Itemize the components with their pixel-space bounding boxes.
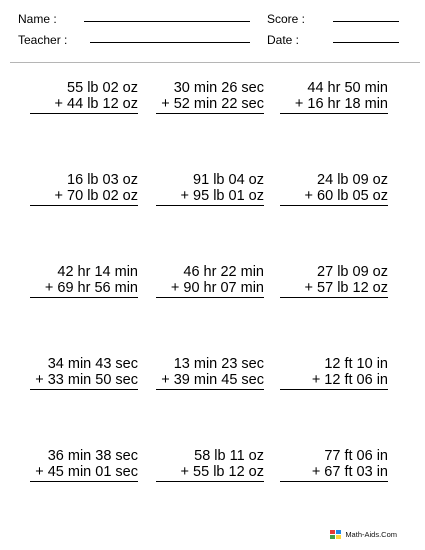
- problem-bottom-value: + 44 lb 12 oz: [30, 96, 138, 114]
- problem-bottom-value: + 45 min 01 sec: [30, 464, 138, 482]
- problem-bottom-value: + 90 hr 07 min: [156, 280, 264, 298]
- addition-problem: [30, 172, 138, 206]
- addition-problem: [156, 80, 264, 114]
- date-line[interactable]: [333, 42, 399, 43]
- addition-problem: [280, 448, 388, 482]
- teacher-label: Teacher :: [18, 33, 68, 47]
- problem-top-value: 77 ft 06 in: [324, 448, 388, 464]
- problem-top-value: 36 min 38 sec: [47, 448, 138, 464]
- problem-top-value: 55 lb 02 oz: [67, 80, 138, 96]
- problem-bottom-value: + 70 lb 02 oz: [30, 188, 138, 206]
- addition-problem: [280, 264, 388, 298]
- score-line[interactable]: [333, 21, 399, 22]
- date-label: Date :: [267, 33, 300, 47]
- problem-top-value: 30 min 26 sec: [173, 80, 264, 96]
- name-label: Name :: [18, 12, 57, 26]
- problem-top-value: 27 lb 09 oz: [317, 264, 388, 280]
- addition-problem: [156, 172, 264, 206]
- addition-problem: [30, 356, 138, 390]
- problem-bottom-value: + 67 ft 03 in: [280, 464, 388, 482]
- problem-bottom-value: + 55 lb 12 oz: [156, 464, 264, 482]
- problem-bottom-value: + 52 min 22 sec: [156, 96, 264, 114]
- problem-top-value: 42 hr 14 min: [57, 264, 138, 280]
- problem-bottom-value: + 69 hr 56 min: [30, 280, 138, 298]
- addition-problem: [30, 264, 138, 298]
- problem-top-value: 46 hr 22 min: [183, 264, 264, 280]
- footer: [330, 530, 397, 539]
- problem-top-value: 13 min 23 sec: [173, 356, 264, 372]
- problem-top-value: 34 min 43 sec: [47, 356, 138, 372]
- problem-bottom-value: + 95 lb 01 oz: [156, 188, 264, 206]
- problem-bottom-value: + 33 min 50 sec: [30, 372, 138, 390]
- problem-bottom-value: + 60 lb 05 oz: [280, 188, 388, 206]
- problem-top-value: 58 lb 11 oz: [194, 448, 264, 464]
- problem-top-value: 24 lb 09 oz: [317, 172, 388, 188]
- problem-bottom-value: + 16 hr 18 min: [280, 96, 388, 114]
- problem-bottom-value: + 57 lb 12 oz: [280, 280, 388, 298]
- problem-top-value: 12 ft 10 in: [324, 356, 388, 372]
- addition-problem: [30, 80, 138, 114]
- problem-top-value: 91 lb 04 oz: [193, 172, 264, 188]
- score-label: Score :: [267, 12, 306, 26]
- addition-problem: [280, 80, 388, 114]
- problem-top-value: 16 lb 03 oz: [67, 172, 138, 188]
- addition-problem: [280, 356, 388, 390]
- header-divider: [10, 62, 420, 63]
- addition-problem: [280, 172, 388, 206]
- addition-problem: [156, 356, 264, 390]
- addition-problem: [30, 448, 138, 482]
- teacher-line[interactable]: [90, 42, 250, 43]
- site-name: Math-Aids.Com: [345, 530, 397, 539]
- problem-bottom-value: + 39 min 45 sec: [156, 372, 264, 390]
- addition-problem: [156, 448, 264, 482]
- math-aids-logo-icon: [330, 530, 342, 539]
- problem-bottom-value: + 12 ft 06 in: [280, 372, 388, 390]
- addition-problem: [156, 264, 264, 298]
- problem-top-value: 44 hr 50 min: [307, 80, 388, 96]
- name-line[interactable]: [84, 21, 250, 22]
